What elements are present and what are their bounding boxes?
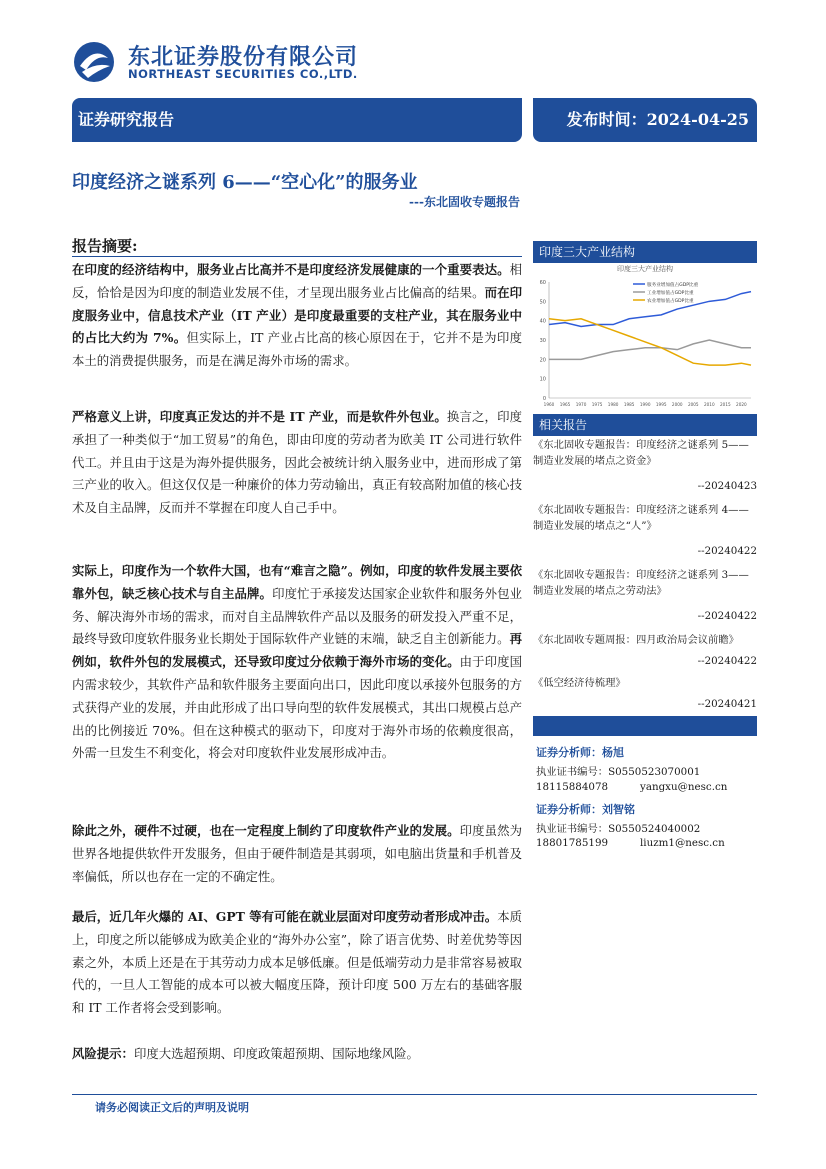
abstract-paragraph-5: [72, 906, 522, 1020]
report-type-band: [72, 98, 522, 142]
report-subtitle: ---东北固收专题报告: [409, 195, 520, 209]
chart-axes: [540, 280, 751, 407]
para-text: 本质上，印度之所以能够成为欧美企业的“海外办公室”，除了语言优势、时差优势等因素之外，本质上还是在于其劳动力成本足够低廉。但是低端劳动力是非常容易被取代的，一旦人工智能的成本可以被大幅度压降，预计印度 500 万左右的基础客服和 IT 工作者将会受到影响。: [72, 909, 523, 1016]
abstract-paragraph-4: [72, 820, 522, 888]
para-text: 但实际上，IT 产业占比高的核心原因在于，它并不是为印度本土的消费提供服务，而是在满足海外市场的需求。: [72, 330, 522, 369]
publish-date: 发布时间：2024-04-25: [566, 110, 749, 129]
x-tick-label: 1995: [655, 402, 667, 407]
report-title: 印度经济之谜系列 6——“空心化”的服务业: [72, 172, 418, 193]
x-tick-label: 1985: [623, 402, 635, 407]
analyst-name: 证券分析师：杨旭: [536, 746, 624, 759]
para-bold: 实际上，印度作为一个软件大国，也有“难言之隐”。例如，印度的软件发展主要依靠外包，缺乏核心技术与自主品牌。: [72, 563, 522, 601]
y-tick-label: 10: [539, 376, 546, 383]
para-text: 换言之，印度承担了一种类似于“加工贸易”的角色，即由印度的劳动者为欧美 IT 公司进行软件代工。并且由于这是为海外提供服务，因此会被统计纳入服务业中，进而形成了第三产业的收入。但这仅仅是一种廉价的体力劳动输出，真正有较高附加值的核心技术及自主品牌，反而并不掌握在印度人自己手中。: [72, 409, 522, 516]
related-reports-header: 相关报告: [533, 414, 757, 436]
x-tick-label: 1970: [575, 402, 587, 407]
abstract-paragraph-1: [72, 259, 522, 373]
y-tick-label: 30: [539, 338, 546, 344]
related-report-title[interactable]: 《东北固收专题周报：四月政治局会议前瞻》: [533, 634, 739, 646]
para-bold: 在印度的经济结构中，服务业占比高并不是印度经济发展健康的一个重要表达。: [72, 262, 510, 277]
footer-divider: [72, 1094, 757, 1095]
para-bold: 严格意义上讲，印度真正发达的并不是 IT 产业，而是软件外包业。: [72, 409, 447, 424]
x-tick-label: 1975: [591, 402, 603, 407]
para-text: 印度忙于承接发达国家企业软件和服务外包业务、解决海外市场的需求，而对自主品牌软件产品以及服务的研发投入严重不足，最终导致印度软件服务业长期处于国际软件产业链的末端，缺乏自主创新能力。: [72, 585, 523, 647]
analyst-name: 证券分析师：刘智铭: [536, 803, 635, 816]
x-tick-label: 2020: [736, 402, 747, 407]
industry-structure-chart: [533, 260, 757, 412]
chart-section-header: 印度三大产业结构: [533, 241, 757, 263]
related-report-title[interactable]: 《东北固收专题报告：印度经济之谜系列 5——制造业发展的堵点之资金》: [533, 439, 749, 467]
related-report-date: --20240422: [697, 545, 757, 557]
y-tick-label: 40: [539, 318, 546, 325]
abstract-paragraph-3: [72, 560, 522, 765]
related-report-date: --20240423: [697, 480, 757, 492]
y-tick-label: 0: [542, 396, 546, 402]
related-report-date: --20240422: [697, 610, 757, 622]
analyst-phone: 18115884078: [536, 781, 609, 793]
risk-text: 印度大选超预期、印度政策超预期、国际地缘风险。: [133, 1046, 419, 1061]
para-bold: 而在印度服务业中，信息技术产业（IT 产业）是印度最重要的支柱产业，其在服务业中的占比大约为 7%。: [72, 284, 523, 346]
legend-label: 工业增加值占GDP比重: [647, 291, 694, 296]
y-tick-label: 60: [539, 280, 546, 286]
publish-date-band: [533, 98, 757, 142]
analyst-cert: 执业证书编号：S0550524040002: [536, 823, 701, 835]
y-tick-label: 20: [539, 357, 546, 364]
abstract-divider: [72, 256, 522, 257]
company-logo-icon: [72, 40, 116, 84]
para-bold: 最后，近几年火爆的 AI、GPT 等有可能在就业层面对印度劳动者形成冲击。: [72, 909, 498, 924]
series-line: [549, 292, 751, 327]
related-report-title[interactable]: 《东北固收专题报告：印度经济之谜系列 3——制造业发展的堵点之劳动法》: [533, 569, 749, 597]
risk-label: 风险提示：: [72, 1046, 134, 1061]
risk-warning: [72, 1043, 522, 1066]
x-tick-label: 2000: [671, 402, 683, 407]
company-name-cn: 东北证券股份有限公司: [128, 45, 359, 70]
company-name-en: NORTHEAST SECURITIES CO.,LTD.: [128, 67, 358, 81]
analyst-email[interactable]: yangxu@nesc.cn: [640, 781, 728, 793]
related-report-title[interactable]: 《东北固收专题报告：印度经济之谜系列 4——制造业发展的堵点之“人”》: [533, 504, 749, 532]
abstract-paragraph-2: [72, 406, 522, 520]
analyst-band: [533, 716, 757, 736]
x-tick-label: 1965: [559, 402, 571, 407]
report-type: 证券研究报告: [78, 110, 175, 129]
x-tick-label: 2015: [720, 402, 731, 407]
related-report-title[interactable]: 《低空经济待梳理》: [533, 677, 626, 689]
analyst-email[interactable]: liuzm1@nesc.cn: [640, 837, 725, 849]
chart-legend: [633, 281, 699, 304]
legend-label: 农业增加值占GDP比重: [647, 299, 694, 304]
para-text: 相反，恰恰是因为印度的制造业发展不佳，才呈现出服务业占比偏高的结果。: [72, 262, 522, 300]
abstract-heading: 报告摘要:: [72, 237, 138, 255]
analyst-cert: 执业证书编号：S0550523070001: [536, 766, 701, 778]
chart-title: 印度三大产业结构: [617, 265, 673, 273]
related-report-date: --20240422: [697, 655, 757, 667]
x-tick-label: 1990: [639, 402, 651, 407]
related-report-date: --20240421: [697, 698, 757, 710]
x-tick-label: 1980: [607, 402, 619, 407]
para-text: 由于印度国内需求较少，其软件产品和软件服务主要面向出口，因此印度以承接外包服务的方式获得产业的发展，并由此形成了出口导向型的软件发展模式，其出口规模占总产出的比例接近 70%。但在这种模式的驱动下，印度对于海外市场的依赖度很高，外需一旦发生不利变化，将会对印度软件业发展形成冲击。: [72, 654, 523, 761]
para-bold: 除此之外，硬件不过硬，也在一定程度上制约了印度软件产业的发展。: [72, 823, 460, 838]
para-text: 印度虽然为世界各地提供软件开发服务，但由于硬件制造是其弱项，如电脑出货量和手机普及率偏低，所以也存在一定的不确定性。: [72, 823, 523, 884]
legend-label: 服务业增加值占GDP比重: [647, 283, 699, 288]
x-tick-label: 2005: [687, 402, 699, 407]
para-bold: 再例如，软件外包的发展模式，还导致印度过分依赖于海外市场的变化。: [72, 631, 522, 670]
footer-disclaimer: 请务必阅读正文后的声明及说明: [95, 1101, 249, 1114]
x-tick-label: 1960: [543, 402, 555, 407]
y-tick-label: 50: [539, 299, 546, 306]
analyst-phone: 18801785199: [536, 837, 609, 849]
x-tick-label: 2010: [703, 402, 715, 407]
